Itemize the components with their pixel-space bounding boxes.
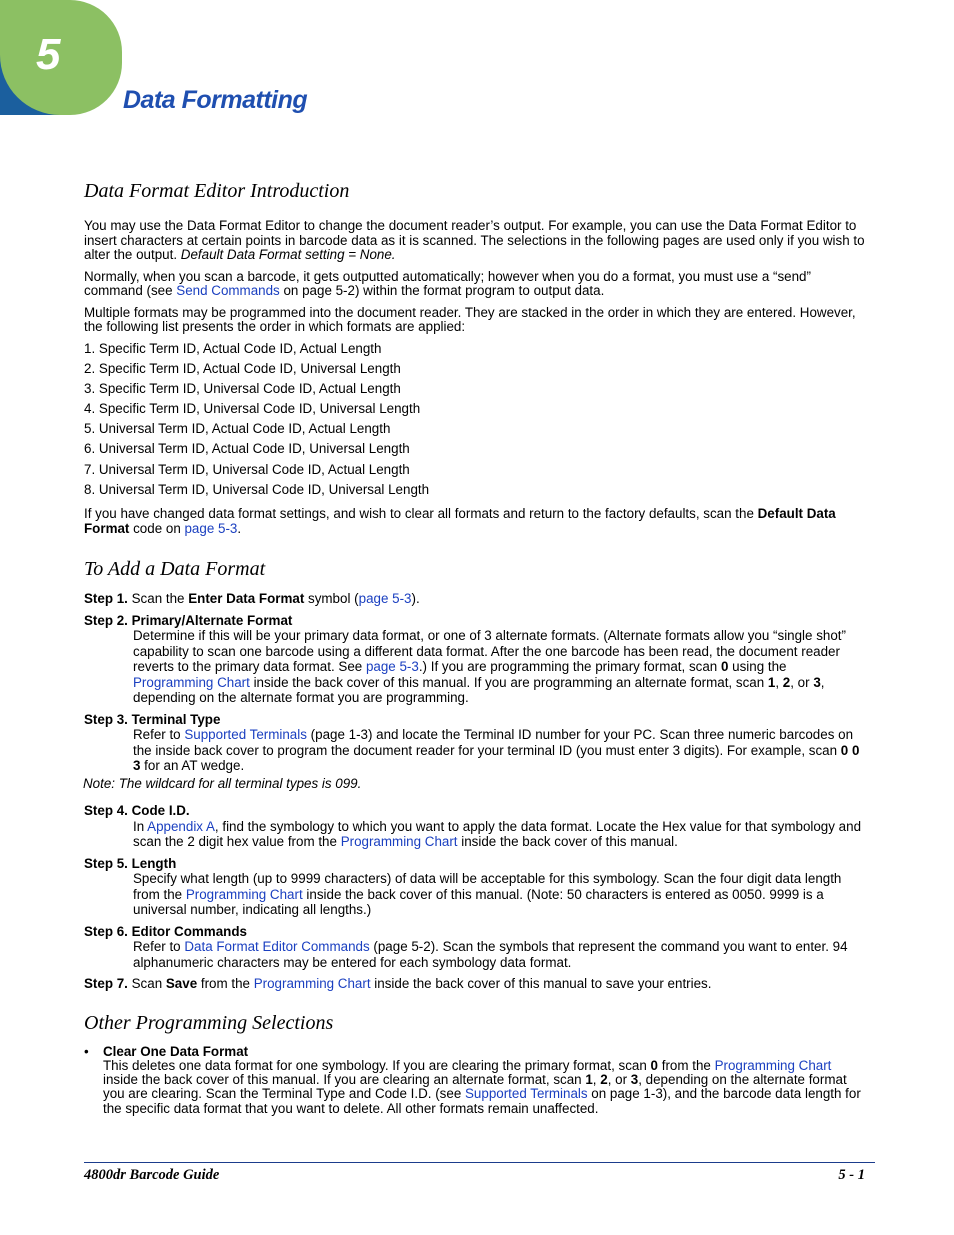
clear-one-data-format-item [84,1045,868,1116]
bullet-body: This deletes one data format for one symbology. If you are clearing the primary format, scan 0 from the Programming Chart inside the back cover of this manual. If you are clearing an alternate format, scan 1, 2, or 3, depending on the alternate format you are clearing. Scan the Terminal Type and Code I.D. (see Supported Terminals on page 1-3), and the barcode data length for the specific data format that you want to delete. All other formats remain unaffected. [103,1058,861,1116]
list-item: 2. Specific Term ID, Actual Code ID, Universal Length [84,360,401,376]
section-heading-intro: Data Format Editor Introduction [84,180,350,202]
step-6: Step 6. Editor Commands Refer to Data Format Editor Commands (page 5-2). Scan the symbols that represent the command you want to enter. 94 alphanumeric characters may be entered for each symbology data format. [84,923,848,970]
section-heading-add: To Add a Data Format [84,558,266,581]
default-setting-note: Default Data Format setting = None. [180,247,396,262]
list-item: 8. Universal Term ID, Universal Code ID, Universal Length [84,481,430,497]
programming-chart-link[interactable]: Programming Chart [340,834,458,850]
chapter-title: Data Formatting [123,86,308,114]
footer-page-number: 5 - 1 [838,1167,865,1183]
footer-guide-title: 4800dr Barcode Guide [84,1167,220,1183]
list-item: 7. Universal Term ID, Universal Code ID, Actual Length [84,461,410,477]
intro-paragraph-4: If you have changed data format settings, and wish to clear all formats and return to the factory defaults, scan the Default Data Format code on page 5-3. [84,506,836,536]
list-item: 1. Specific Term ID, Actual Code ID, Actual Length [84,340,382,356]
chapter-number: 5 [36,30,61,79]
format-order-list [84,342,868,498]
data-format-editor-commands-link[interactable]: Data Format Editor Commands [184,939,370,955]
programming-chart-link[interactable]: Programming Chart [185,886,303,902]
send-commands-link[interactable]: Send Commands [176,283,280,298]
bullet-title: Clear One Data Format [103,1043,249,1059]
bullet-dot: • [84,1043,89,1059]
step-7: Step 7. Scan Save from the Programming Chart inside the back cover of this manual to save your entries. [84,976,712,992]
page-5-3-link[interactable]: page 5-3 [184,520,238,536]
programming-chart-link[interactable]: Programming Chart [133,674,250,690]
step-3: Step 3. Terminal Type Refer to Supported Terminals (page 1-3) and locate the Terminal ID number for your PC. Scan three numeric barcodes on the inside back cover to program the document reader for your terminal ID (you must enter 3 digits). For example, scan 0 0 3 for an AT wedge. [84,711,860,774]
list-item: 5. Universal Term ID, Actual Code ID, Actual Length [84,421,391,437]
wildcard-note: Note: The wildcard for all terminal types is 099. [83,775,362,791]
supported-terminals-link[interactable]: Supported Terminals [465,1086,588,1102]
intro-paragraph-3: Multiple formats may be programmed into the document reader. They are stacked in the order in which they are entered. However, the following list presents the order in which formats are applied: [84,304,856,334]
intro-paragraph-2: Normally, when you scan a barcode, it gets outputted automatically; however when you do a format, you must use a “send” command (see Send Commands on page 5-2) within the format program to output data. [84,268,811,298]
appendix-a-link[interactable]: Appendix A [147,818,215,834]
list-item: 4. Specific Term ID, Universal Code ID, Universal Length [84,401,421,417]
programming-chart-link[interactable]: Programming Chart [253,976,371,992]
footer-rule [84,1162,875,1163]
page-content [84,180,868,1116]
step-2: Step 2. Primary/Alternate Format Determine if this will be your primary data format, or one of 3 alternate formats. (Alternate formats allow you “single shot” capability to scan one barcode using a different data format. After the one barcode has been read, the document reader reverts to the primary data format. See page 5-3.) If you are programming the primary format, scan 0 using the Programming Chart inside the back cover of this manual. If you are programming an alternate format, scan 1, 2, or 3, depending on the alternate format you are programming. [84,612,846,706]
supported-terminals-link[interactable]: Supported Terminals [184,727,307,743]
step-5: Step 5. Length Specify what length (up to 9999 characters) of data will be acceptable for this symbology. Scan the four digit data length from the Programming Chart inside the back cover of this manual. (Note: 50 characters is entered as 0050. 9999 is a universal number, indicating all lengths.) [84,855,842,918]
page-5-3-link[interactable]: page 5-3 [358,591,412,607]
list-item: 3. Specific Term ID, Universal Code ID, Actual Length [84,380,401,396]
step-4: Step 4. Code I.D. In Appendix A, find the symbology to which you want to apply the data format. Locate the Hex value for that symbology and scan the 2 digit hex value from the Programming Chart inside the back cover of this manual. [84,803,862,850]
section-heading-other: Other Programming Selections [84,1011,334,1034]
page-5-3-link[interactable]: page 5-3 [365,659,419,675]
programming-chart-link[interactable]: Programming Chart [714,1058,832,1074]
list-item: 6. Universal Term ID, Actual Code ID, Universal Length [84,441,410,457]
intro-paragraph-1: You may use the Data Format Editor to change the document reader’s output. For example, you can use the Data Format Editor to insert characters at certain points in barcode data as it is scanned. The selections in the following pages are used only if you wish to alter the output. Default Data Format setting = None. [84,218,865,262]
chapter-badge [0,0,122,115]
step-1: Step 1. Scan the Enter Data Format symbol (page 5-3). [84,591,420,607]
